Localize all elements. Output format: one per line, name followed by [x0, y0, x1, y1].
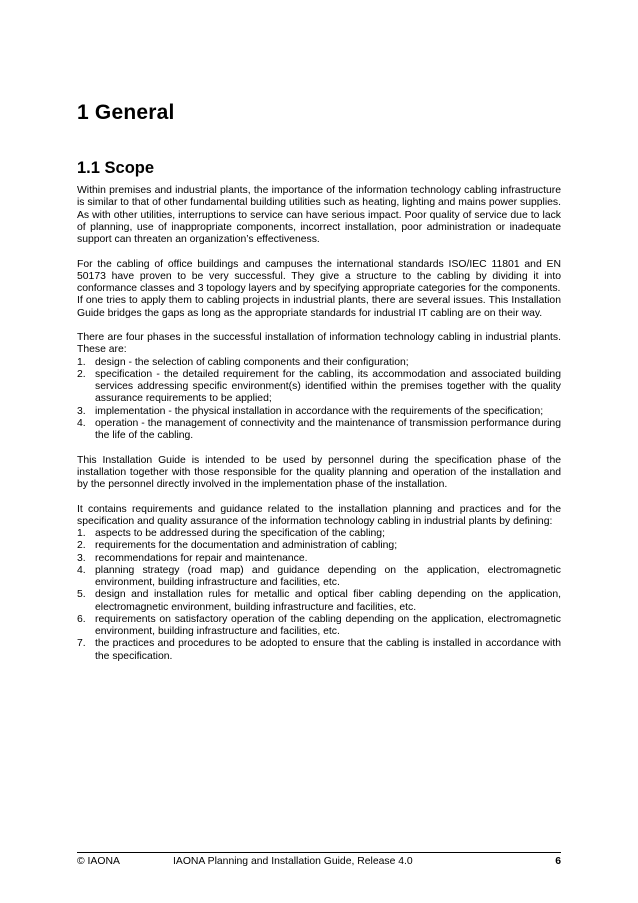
list-item-text: aspects to be addressed during the specification of the cabling; [95, 528, 385, 539]
list-item-text: recommendations for repair and maintenance. [95, 552, 308, 564]
list-item-text: requirements for the documentation and administration of cabling; [95, 540, 398, 552]
paragraph-standards: For the cabling of office buildings and campuses the international standards ISO/IEC 11801 and EN 50173 have proven to be very successful. They give a structure to the cabling by dividing it into conformance classes and 3 topology layers and by specifying appropriate categories for the components. [77, 258, 561, 294]
list-item-number: 2. [77, 368, 86, 380]
defining-list [77, 528, 561, 663]
paragraph-issues: If one tries to apply them to cabling projects in industrial plants, there are several issues. This Installation Guide bridges the gaps as long as the appropriate standards for industrial IT cabling are on their way. [77, 295, 561, 319]
list-item-text: the practices and procedures to be adopted to ensure that the cabling is installed in accordance with the specification. [95, 638, 561, 662]
list-item [77, 565, 561, 590]
list-item-number: 7. [77, 638, 86, 650]
list-item-number: 4. [77, 417, 86, 429]
list-item-number: 4. [77, 564, 86, 576]
list-item-number: 1. [77, 356, 86, 368]
list-item [77, 553, 561, 565]
list-item-number: 2. [77, 540, 86, 552]
paragraph-intended-use: This Installation Guide is intended to be used by personnel during the specification phase of the installation together with those responsible for the quality planning and operation of the installation and by the personnel directly involved in the implementation phase of the installation. [77, 454, 561, 490]
list-item-text: implementation - the physical installation in accordance with the requirements of the specification; [95, 405, 544, 417]
list-item-number: 3. [77, 552, 86, 564]
list-item [77, 638, 561, 663]
phases-list [77, 357, 561, 443]
chapter-title: 1 General [77, 101, 175, 124]
list-item-number: 3. [77, 405, 86, 417]
list-item [77, 614, 561, 639]
footer-divider [77, 852, 561, 853]
list-item [77, 528, 561, 540]
list-item-text: planning strategy (road map) and guidance depending on the application, electromagnetic environment, building infrastructure and facilities, etc. [95, 564, 561, 588]
list-item [77, 589, 561, 614]
list-item-text: requirements on satisfactory operation of the cabling depending on the application, electromagnetic environment, building infrastructure and facilities, etc. [95, 613, 561, 637]
list-item [77, 540, 561, 552]
footer-copyright: © IAONA [77, 856, 120, 867]
list-item-number: 6. [77, 613, 86, 625]
section-title: 1.1 Scope [77, 159, 155, 177]
list-item [77, 406, 561, 418]
list-item-number: 1. [77, 528, 86, 539]
body-text [77, 185, 561, 675]
list-item [77, 357, 561, 369]
list-item-text: specification - the detailed requirement for the cabling, its accommodation and associated building services addressing specific environment(s) identified within the premises together with the quality assurance requirements to be applied; [95, 368, 561, 405]
list-item-text: design and installation rules for metallic and optical fiber cabling depending on the application, electromagnetic environment, building infrastructure and facilities, etc. [95, 589, 561, 613]
footer-document-title: IAONA Planning and Installation Guide, Release 4.0 [173, 856, 413, 867]
list-item [77, 418, 561, 443]
page-number: 6 [555, 856, 561, 867]
paragraph-intro: Within premises and industrial plants, the importance of the information technology cabling infrastructure is similar to that of other fundamental building utilities such as heating, lighting and mains power supplies. As with other utilities, interruptions to service can have serious impact. Poor quality of service due to lack of planning, use of inappropriate components, incorrect installation, poor administration or inadequate support can threaten an organization’s effectiveness. [77, 185, 562, 245]
paragraph-contents: It contains requirements and guidance related to the installation planning and practices and for the specification and quality assurance of the information technology cabling in industrial plants by defining: [77, 503, 561, 527]
list-item-number: 5. [77, 589, 86, 601]
list-item-text: design - the selection of cabling components and their configuration; [95, 356, 409, 368]
list-item-text: operation - the management of connectivity and the maintenance of transmission performance during the life of the cabling. [95, 417, 561, 441]
paragraph-phases-intro: There are four phases in the successful installation of information technology cabling in industrial plants. These are: [77, 332, 561, 356]
list-item [77, 369, 561, 406]
